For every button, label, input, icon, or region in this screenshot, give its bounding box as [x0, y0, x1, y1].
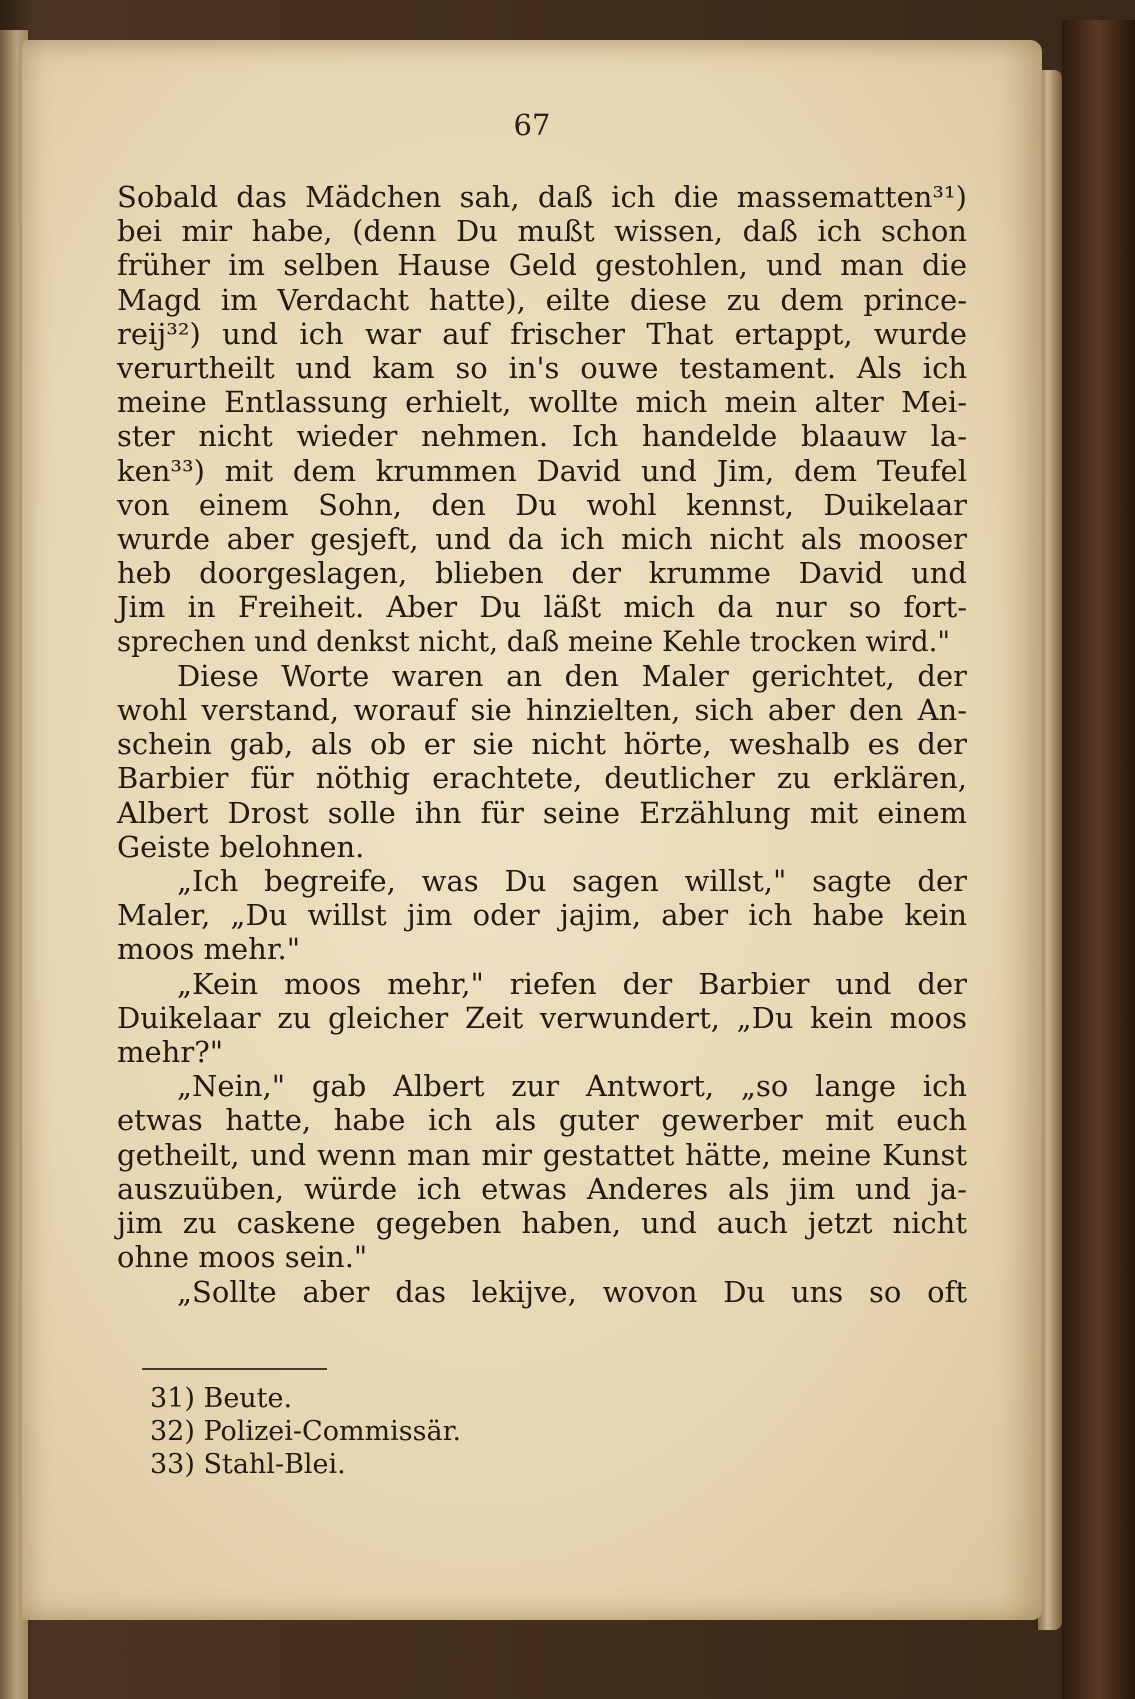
text-line: auszuüben, würde ich etwas Anderes als jim und ja-: [117, 1171, 967, 1206]
text-line: früher im selben Hause Geld gestohlen, und man die: [117, 248, 967, 283]
text-line: „Ich begreife, was Du sagen willst," sagte der: [177, 864, 967, 899]
text-line: jim zu caskene gegeben haben, und auch jetzt nicht: [117, 1206, 967, 1241]
text-line: heb doorgeslagen, blieben der krumme David und: [117, 556, 967, 591]
text-line: moos mehr.": [117, 932, 301, 967]
text-line: schein gab, als ob er sie nicht hörte, weshalb es der: [117, 727, 967, 762]
text-line: „Sollte aber das lekijve, wovon Du uns so oft: [177, 1274, 967, 1309]
text-line: ken³³) mit dem krummen David und Jim, dem Teufel: [117, 453, 967, 488]
text-line: etwas hatte, habe ich als guter gewerber mit euch: [117, 1103, 967, 1138]
text-line: Maler, „Du willst jim oder jajim, aber ich habe kein: [117, 898, 967, 933]
text-line: Duikelaar zu gleicher Zeit verwundert, „Du kein moos: [117, 1000, 967, 1035]
text-line: von einem Sohn, den Du wohl kennst, Duikelaar: [117, 487, 967, 522]
text-line: „Kein moos mehr," riefen der Barbier und der: [177, 966, 967, 1001]
text-line: sprechen und denkst nicht, daß meine Kehle trocken wird.": [117, 625, 951, 658]
text-line: Albert Drost solle ihn für seine Erzählung mit einem: [117, 795, 967, 830]
text-line: „Nein," gab Albert zur Antwort, „so lange ich: [177, 1069, 967, 1104]
text-line: mehr?": [117, 1035, 224, 1070]
book-page: [22, 40, 1042, 1620]
text-line: Barbier für nöthig erachtete, deutlicher zu erklären,: [117, 761, 967, 796]
footnotes: [150, 1382, 650, 1481]
text-line: verurtheilt und kam so in's ouwe testament. Als ich: [117, 351, 967, 386]
text-line: Jim in Freiheit. Aber Du läßt mich da nur so fort-: [117, 590, 967, 625]
body-text: [117, 180, 967, 1309]
footnote: 32) Polizei-Commissär.: [150, 1416, 462, 1447]
text-line: ster nicht wieder nehmen. Ich handelde blaauw la-: [117, 419, 967, 454]
text-line: getheilt, und wenn man mir gestattet hätte, meine Kunst: [117, 1137, 967, 1172]
footnote-divider: [142, 1368, 327, 1370]
text-line: bei mir habe, (denn Du mußt wissen, daß ich schon: [117, 214, 967, 249]
text-line: wurde aber gesjeft, und da ich mich nicht als mooser: [117, 522, 967, 557]
book-cover-spine: [1062, 20, 1135, 1699]
text-line: meine Entlassung erhielt, wollte mich mein alter Mei-: [117, 385, 967, 420]
text-line: ohne moos sein.": [117, 1240, 368, 1275]
text-line: Diese Worte waren an den Maler gerichtet, der: [177, 658, 967, 693]
text-line: reij³²) und ich war auf frischer That ertappt, wurde: [117, 316, 967, 351]
text-line: Magd im Verdacht hatte), eilte diese zu dem prince-: [117, 282, 967, 317]
text-line: wohl verstand, worauf sie hinzielten, sich aber den An-: [117, 693, 967, 728]
page-number: 67: [513, 108, 551, 142]
footnote: 31) Beute.: [150, 1383, 293, 1414]
text-line: Geiste belohnen.: [117, 829, 365, 864]
footnote: 33) Stahl-Blei.: [150, 1449, 346, 1480]
text-line: Sobald das Mädchen sah, daß ich die massematten³¹): [117, 180, 967, 214]
